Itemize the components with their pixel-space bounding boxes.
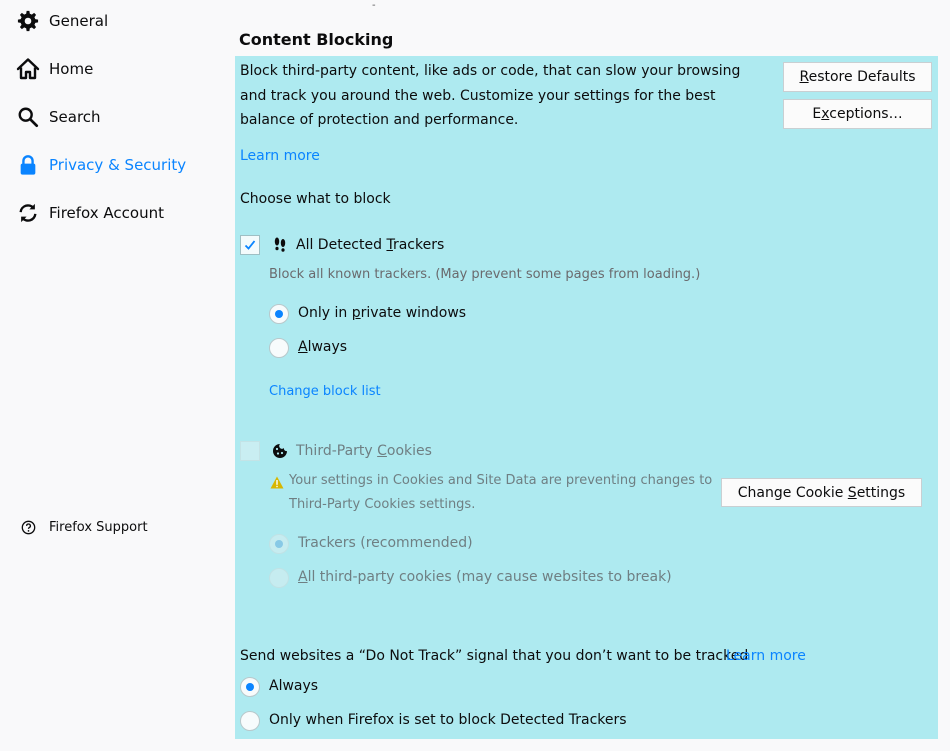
sidebar-item-general[interactable] [16,9,108,33]
content-blocking-panel [235,56,938,739]
firefox-support-link[interactable] [20,519,148,535]
sidebar-item-privacy-security[interactable] [16,153,186,177]
sync-icon [16,201,40,225]
trackers-always-radio[interactable] [269,338,289,358]
trackers-always-label: Always [298,339,348,355]
top-mark: - [372,0,376,11]
trackers-hint: Block all known trackers. (May prevent some pages from loading.) [269,267,701,282]
cookies-warning-line-1: Your settings in Cookies and Site Data are preventing changes to [289,473,713,488]
sidebar-item-label: Home [49,60,94,78]
gear-icon [16,9,40,33]
cookies-all-radio[interactable] [269,568,289,588]
change-block-list-link[interactable]: Change block list [269,384,381,399]
choose-what-to-block-label: Choose what to block [240,191,391,207]
warning-icon [270,474,284,493]
sidebar-item-label: Privacy & Security [49,156,187,174]
sidebar-item-firefox-account[interactable] [16,201,164,225]
sidebar-item-search[interactable] [16,105,101,129]
third-party-cookies-checkbox[interactable] [240,441,260,461]
trackers-private-label: Only in private windows [298,305,467,321]
section-title: Content Blocking [239,30,394,49]
dnt-only-when-radio[interactable] [240,711,260,731]
trackers-checkbox[interactable] [240,235,260,255]
cookie-icon [272,443,288,463]
exceptions-button[interactable] [783,99,932,129]
search-icon [16,105,40,129]
content-blocking-description: Block third-party content, like ads or code, that can slow your browsing and track you around the web. Customize your settings for the best balance of protection and performance. [240,63,741,128]
cookies-warning-line-2: Third-Party Cookies settings. [289,497,476,512]
trackers-label: All Detected Trackers [296,237,445,253]
trackers-private-radio[interactable] [269,304,289,324]
third-party-cookies-label: Third-Party Cookies [296,443,432,459]
change-cookie-settings-label: Change Cookie Settings [737,484,906,501]
change-cookie-settings-button[interactable] [721,478,922,507]
sidebar-item-label: Firefox Account [49,204,164,222]
checkmark-icon [243,238,257,252]
cookies-trackers-radio[interactable] [269,534,289,554]
exceptions-label: Exceptions… [812,106,903,122]
learn-more-link[interactable]: Learn more [240,148,320,164]
lock-icon [16,153,40,177]
sidebar-item-label: General [49,12,109,30]
support-label: Firefox Support [49,519,148,535]
home-icon [16,57,40,81]
sidebar [0,0,220,751]
sidebar-item-label: Search [49,108,101,126]
cookies-all-label: All third-party cookies (may cause websites to break) [298,569,672,585]
cookies-trackers-label: Trackers (recommended) [298,535,473,551]
dnt-only-when-label: Only when Firefox is set to block Detected Trackers [269,712,627,728]
restore-defaults-button[interactable] [783,62,932,92]
footprints-icon [273,237,287,257]
help-icon [20,519,36,535]
dnt-learn-more-link[interactable]: Learn more [726,648,806,664]
dnt-always-radio[interactable] [240,677,260,697]
sidebar-item-home[interactable] [16,57,93,81]
dnt-label: Send websites a “Do Not Track” signal that you don’t want to be tracked [240,648,749,664]
dnt-always-label: Always [269,678,319,694]
restore-defaults-label: Restore Defaults [799,69,916,85]
